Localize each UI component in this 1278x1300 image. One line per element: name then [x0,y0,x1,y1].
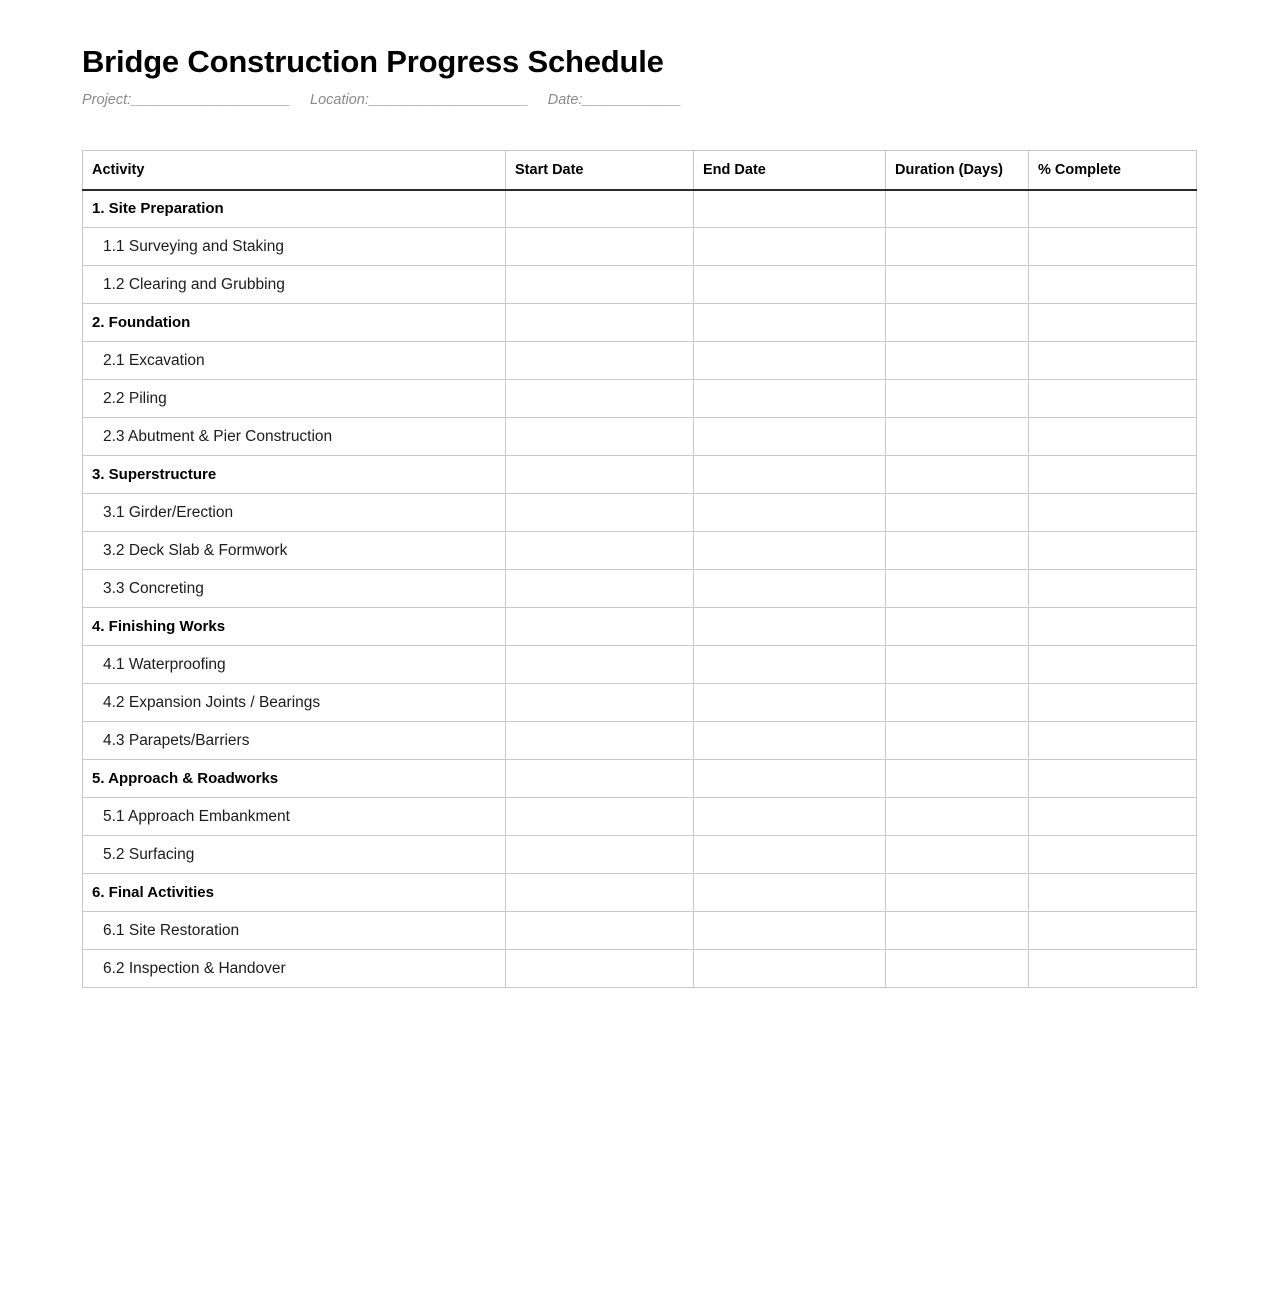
column-header-start-date: Start Date [506,151,694,190]
table-row [83,380,1197,418]
cell-duration[interactable] [886,874,1029,912]
cell-percent_complete[interactable] [1029,228,1197,266]
project-blank-line[interactable]: _____________________ [131,92,291,108]
table-row [83,646,1197,684]
column-header-duration: Duration (Days) [886,151,1029,190]
table-row [83,760,1197,798]
cell-duration[interactable] [886,912,1029,950]
cell-percent_complete[interactable] [1029,646,1197,684]
cell-end_date[interactable] [694,760,886,798]
cell-end_date[interactable] [694,836,886,874]
cell-duration[interactable] [886,190,1029,228]
activity-sub-label: 3.3 Concreting [83,570,506,608]
cell-percent_complete[interactable] [1029,836,1197,874]
cell-start_date[interactable] [506,570,694,608]
table-row [83,836,1197,874]
table-row [83,912,1197,950]
column-header-end-date: End Date [694,151,886,190]
cell-end_date[interactable] [694,646,886,684]
table-body [83,190,1197,988]
cell-end_date[interactable] [694,798,886,836]
cell-end_date[interactable] [694,912,886,950]
table-row [83,684,1197,722]
activity-section-label: 1. Site Preparation [83,190,506,228]
cell-percent_complete[interactable] [1029,874,1197,912]
cell-duration[interactable] [886,760,1029,798]
cell-start_date[interactable] [506,380,694,418]
cell-duration[interactable] [886,228,1029,266]
table-row [83,342,1197,380]
cell-percent_complete[interactable] [1029,494,1197,532]
cell-end_date[interactable] [694,418,886,456]
location-blank-line[interactable]: _____________________ [368,92,528,108]
cell-percent_complete[interactable] [1029,456,1197,494]
cell-percent_complete[interactable] [1029,608,1197,646]
cell-percent_complete[interactable] [1029,798,1197,836]
page-title: Bridge Construction Progress Schedule [82,44,664,79]
activity-section-label: 4. Finishing Works [83,608,506,646]
cell-duration[interactable] [886,570,1029,608]
cell-percent_complete[interactable] [1029,342,1197,380]
location-label: Location: [310,92,369,108]
cell-start_date[interactable] [506,228,694,266]
table-row [83,798,1197,836]
cell-end_date[interactable] [694,950,886,988]
table-row [83,304,1197,342]
cell-start_date[interactable] [506,608,694,646]
cell-start_date[interactable] [506,646,694,684]
date-label: Date: [547,92,583,108]
table-row [83,950,1197,988]
table-row [83,266,1197,304]
cell-duration[interactable] [886,646,1029,684]
table-row [83,418,1197,456]
table-row [83,722,1197,760]
cell-end_date[interactable] [694,608,886,646]
cell-duration[interactable] [886,608,1029,646]
table-row [83,608,1197,646]
activity-section-label: 3. Superstructure [83,456,506,494]
cell-start_date[interactable] [506,722,694,760]
cell-percent_complete[interactable] [1029,190,1197,228]
activity-section-label: 5. Approach & Roadworks [83,760,506,798]
table-row [83,494,1197,532]
cell-start_date[interactable] [506,684,694,722]
cell-percent_complete[interactable] [1029,684,1197,722]
cell-percent_complete[interactable] [1029,570,1197,608]
cell-percent_complete[interactable] [1029,532,1197,570]
cell-duration[interactable] [886,418,1029,456]
project-label: Project: [82,92,132,108]
cell-duration[interactable] [886,494,1029,532]
document-meta-line [82,90,1196,110]
activity-sub-label: 5.1 Approach Embankment [83,798,506,836]
cell-duration[interactable] [886,380,1029,418]
cell-start_date[interactable] [506,190,694,228]
column-header-percent: % Complete [1029,151,1197,190]
cell-start_date[interactable] [506,836,694,874]
cell-percent_complete[interactable] [1029,304,1197,342]
cell-end_date[interactable] [694,304,886,342]
activity-sub-label: 5.2 Surfacing [83,836,506,874]
cell-duration[interactable] [886,950,1029,988]
cell-duration[interactable] [886,342,1029,380]
cell-percent_complete[interactable] [1029,950,1197,988]
activity-sub-label: 1.2 Clearing and Grubbing [83,266,506,304]
cell-start_date[interactable] [506,798,694,836]
schedule-table [82,150,1197,988]
cell-end_date[interactable] [694,228,886,266]
cell-end_date[interactable] [694,190,886,228]
cell-start_date[interactable] [506,456,694,494]
cell-end_date[interactable] [694,342,886,380]
cell-duration[interactable] [886,722,1029,760]
cell-end_date[interactable] [694,532,886,570]
activity-sub-label: 2.3 Abutment & Pier Construction [83,418,506,456]
activity-sub-label: 4.2 Expansion Joints / Bearings [83,684,506,722]
activity-sub-label: 4.3 Parapets/Barriers [83,722,506,760]
activity-sub-label: 2.1 Excavation [83,342,506,380]
activity-sub-label: 6.1 Site Restoration [83,912,506,950]
column-header-activity: Activity [83,151,506,190]
project-field [82,90,290,110]
cell-duration[interactable] [886,798,1029,836]
activity-sub-label: 2.2 Piling [83,380,506,418]
table-header-row [83,151,1197,190]
cell-start_date[interactable] [506,912,694,950]
date-blank-line[interactable]: _____________ [582,92,681,108]
cell-start_date[interactable] [506,342,694,380]
cell-end_date[interactable] [694,722,886,760]
cell-duration[interactable] [886,266,1029,304]
schedule-table-container [82,150,1196,988]
table-row [83,190,1197,228]
document-header [82,42,1196,110]
cell-percent_complete[interactable] [1029,418,1197,456]
cell-percent_complete[interactable] [1029,760,1197,798]
activity-sub-label: 4.1 Waterproofing [83,646,506,684]
cell-end_date[interactable] [694,494,886,532]
table-row [83,456,1197,494]
cell-end_date[interactable] [694,456,886,494]
activity-section-label: 6. Final Activities [83,874,506,912]
table-row [83,874,1197,912]
cell-end_date[interactable] [694,266,886,304]
cell-percent_complete[interactable] [1029,266,1197,304]
cell-start_date[interactable] [506,874,694,912]
activity-sub-label: 6.2 Inspection & Handover [83,950,506,988]
cell-duration[interactable] [886,836,1029,874]
cell-start_date[interactable] [506,494,694,532]
cell-start_date[interactable] [506,532,694,570]
cell-duration[interactable] [886,304,1029,342]
activity-sub-label: 3.2 Deck Slab & Formwork [83,532,506,570]
activity-section-label: 2. Foundation [83,304,506,342]
cell-end_date[interactable] [694,874,886,912]
activity-sub-label: 3.1 Girder/Erection [83,494,506,532]
cell-start_date[interactable] [506,760,694,798]
cell-duration[interactable] [886,456,1029,494]
cell-percent_complete[interactable] [1029,722,1197,760]
date-field [548,90,681,110]
table-row [83,532,1197,570]
cell-start_date[interactable] [506,304,694,342]
cell-start_date[interactable] [506,950,694,988]
cell-duration[interactable] [886,684,1029,722]
table-row [83,228,1197,266]
activity-sub-label: 1.1 Surveying and Staking [83,228,506,266]
table-header [83,151,1197,190]
cell-end_date[interactable] [694,380,886,418]
cell-duration[interactable] [886,532,1029,570]
cell-percent_complete[interactable] [1029,912,1197,950]
cell-start_date[interactable] [506,418,694,456]
location-field [310,90,528,110]
cell-end_date[interactable] [694,684,886,722]
cell-end_date[interactable] [694,570,886,608]
cell-percent_complete[interactable] [1029,380,1197,418]
table-row [83,570,1197,608]
cell-start_date[interactable] [506,266,694,304]
